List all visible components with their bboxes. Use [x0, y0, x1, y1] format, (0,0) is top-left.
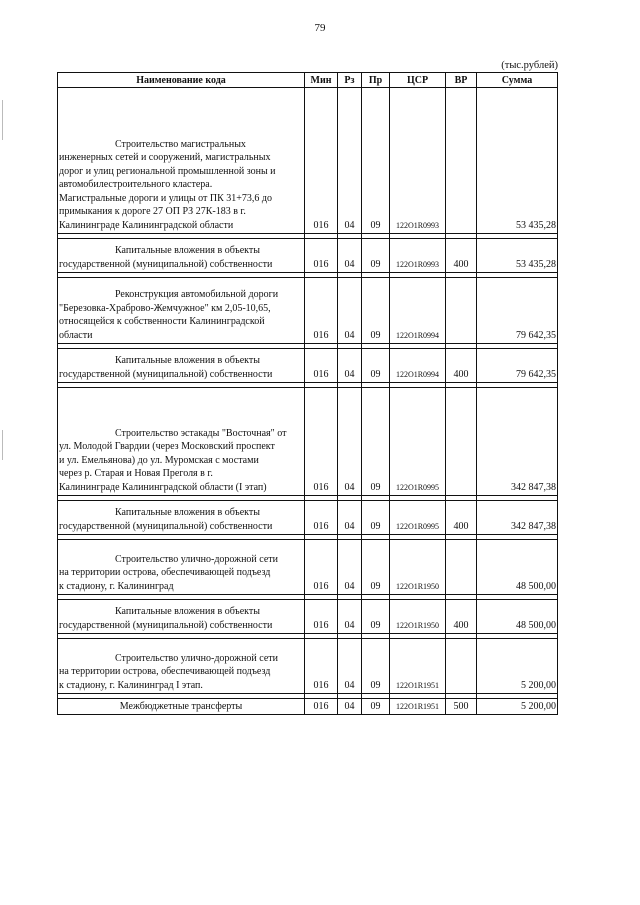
- table-row: [58, 388, 558, 496]
- row-sum-cell: 342 847,38: [477, 388, 558, 496]
- header-rz: Рз: [338, 73, 362, 88]
- row-min-cell: 016: [305, 388, 338, 496]
- row-sum-cell: 342 847,38: [477, 501, 558, 535]
- row-name-cell: [58, 88, 305, 234]
- row-pr-cell: 09: [362, 278, 390, 344]
- row-min-cell: 016: [305, 349, 338, 383]
- row-name-line: Строительство магистральных: [115, 138, 246, 150]
- row-csr-cell: 122O1R0995: [390, 501, 446, 535]
- page-number: 79: [314, 22, 326, 34]
- row-sum-cell: 53 435,28: [477, 239, 558, 273]
- row-pr-cell: 09: [362, 239, 390, 273]
- row-rz-cell: 04: [338, 699, 362, 715]
- row-name-cell: [58, 239, 305, 273]
- row-vr-cell: 400: [446, 501, 477, 535]
- table-row: [58, 239, 558, 273]
- row-name-cell: [58, 501, 305, 535]
- table-row: [58, 639, 558, 694]
- row-vr-cell: [446, 388, 477, 496]
- table-body: [58, 88, 558, 715]
- table-row: [58, 540, 558, 595]
- row-pr-cell: 09: [362, 699, 390, 715]
- row-vr-cell: [446, 88, 477, 234]
- row-sum-cell: 5 200,00: [477, 639, 558, 694]
- row-name-line: Калининграде Калининградской области: [59, 219, 234, 231]
- row-name-line: государственной (муниципальной) собственности: [59, 368, 273, 380]
- row-rz-cell: 04: [338, 639, 362, 694]
- row-name-line: относящейся к собственности Калининградской: [59, 316, 265, 327]
- row-name-line: области: [59, 329, 93, 341]
- row-name-line: Капитальные вложения в объекты: [115, 245, 260, 256]
- row-name-line: к стадиону, г. Калининград: [59, 580, 174, 592]
- row-csr-cell: 122O1R1950: [390, 540, 446, 595]
- row-vr-cell: [446, 278, 477, 344]
- row-sum-cell: 48 500,00: [477, 600, 558, 634]
- scan-margin-mark: [2, 430, 3, 460]
- row-sum-cell: 53 435,28: [477, 88, 558, 234]
- row-csr-cell: 122O1R0994: [390, 349, 446, 383]
- header-csr: ЦСР: [390, 73, 446, 88]
- row-name-line: государственной (муниципальной) собственности: [59, 520, 273, 532]
- row-rz-cell: 04: [338, 540, 362, 595]
- scan-margin-mark: [2, 100, 3, 140]
- row-min-cell: 016: [305, 88, 338, 234]
- row-csr-cell: 122O1R0994: [390, 278, 446, 344]
- row-rz-cell: 04: [338, 501, 362, 535]
- row-sum-cell: 5 200,00: [477, 699, 558, 715]
- row-name-line: на территории острова, обеспечивающей подъезд: [59, 567, 271, 578]
- row-name-line: Калининграде Калининградской области (I этап): [59, 481, 267, 493]
- row-name-line: на территории острова, обеспечивающей подъезд: [59, 666, 271, 677]
- row-pr-cell: 09: [362, 639, 390, 694]
- row-min-cell: 016: [305, 600, 338, 634]
- row-name-line: Реконструкция автомобильной дороги: [115, 289, 279, 300]
- row-min-cell: 016: [305, 540, 338, 595]
- row-name-line: Капитальные вложения в объекты: [115, 606, 260, 617]
- row-name-line: государственной (муниципальной) собственности: [59, 619, 273, 631]
- row-name-cell: [58, 278, 305, 344]
- table-row: [58, 278, 558, 344]
- header-pr: Пр: [362, 73, 390, 88]
- row-name-line: Магистральные дороги и улицы от ПК 31+73,6 до: [59, 192, 273, 204]
- row-sum-cell: 48 500,00: [477, 540, 558, 595]
- row-rz-cell: 04: [338, 88, 362, 234]
- row-name-line: Капитальные вложения в объекты: [115, 355, 260, 366]
- row-name-line: "Березовка-Храброво-Жемчужное" км 2,05-10,65,: [59, 302, 271, 314]
- header-min: Мин: [305, 73, 338, 88]
- row-name-line: примыкания к дороге 27 ОП РЗ 27К-183 в г.: [59, 206, 246, 217]
- table-row: [58, 88, 558, 234]
- row-name-line: государственной (муниципальной) собственности: [59, 258, 273, 270]
- row-sum-cell: 79 642,35: [477, 278, 558, 344]
- row-name-line: дорог и улиц региональной промышленной зоны и: [59, 165, 276, 177]
- row-name-line: к стадиону, г. Калининград I этап.: [59, 679, 203, 691]
- row-csr-cell: 122O1R1950: [390, 600, 446, 634]
- row-vr-cell: [446, 540, 477, 595]
- row-min-cell: 016: [305, 278, 338, 344]
- row-rz-cell: 04: [338, 600, 362, 634]
- row-rz-cell: 04: [338, 239, 362, 273]
- row-rz-cell: 04: [338, 278, 362, 344]
- row-pr-cell: 09: [362, 88, 390, 234]
- row-name-line: инженерных сетей и сооружений, магистральных: [59, 152, 271, 163]
- row-name-line: Межбюджетные трансферты: [119, 700, 243, 712]
- row-pr-cell: 09: [362, 501, 390, 535]
- header-sum: Сумма: [477, 73, 558, 88]
- row-name-cell: [58, 540, 305, 595]
- row-name-cell: [58, 349, 305, 383]
- budget-table: [57, 72, 558, 715]
- row-name-line: Строительство улично-дорожной сети: [115, 652, 278, 664]
- row-name-cell: [58, 639, 305, 694]
- row-csr-cell: 122O1R1951: [390, 699, 446, 715]
- row-vr-cell: 400: [446, 239, 477, 273]
- row-vr-cell: 400: [446, 349, 477, 383]
- row-rz-cell: 04: [338, 388, 362, 496]
- row-pr-cell: 09: [362, 388, 390, 496]
- units-label: (тыс.рублей): [501, 60, 558, 71]
- row-name-line: через р. Старая и Новая Преголя в г.: [59, 468, 213, 479]
- row-vr-cell: 500: [446, 699, 477, 715]
- row-sum-cell: 79 642,35: [477, 349, 558, 383]
- table-row: [58, 349, 558, 383]
- row-csr-cell: 122O1R0993: [390, 239, 446, 273]
- row-name-cell: [58, 699, 305, 715]
- row-name-line: ул. Молодой Гвардии (через Московский проспект: [59, 441, 275, 452]
- row-csr-cell: 122O1R0995: [390, 388, 446, 496]
- row-csr-cell: 122O1R1951: [390, 639, 446, 694]
- row-name-line: Капитальные вложения в объекты: [115, 507, 260, 518]
- row-min-cell: 016: [305, 639, 338, 694]
- row-pr-cell: 09: [362, 540, 390, 595]
- header-name: Наименование кода: [58, 73, 305, 88]
- table-row: [58, 501, 558, 535]
- row-pr-cell: 09: [362, 349, 390, 383]
- row-min-cell: 016: [305, 501, 338, 535]
- row-name-line: и ул. Емельянова) до ул. Муромская с мостами: [59, 454, 259, 466]
- row-vr-cell: [446, 639, 477, 694]
- header-vr: ВР: [446, 73, 477, 88]
- row-min-cell: 016: [305, 239, 338, 273]
- row-name-line: Строительство эстакады "Восточная" от: [115, 427, 287, 439]
- table-header-row: [58, 73, 558, 88]
- row-vr-cell: 400: [446, 600, 477, 634]
- row-pr-cell: 09: [362, 600, 390, 634]
- row-rz-cell: 04: [338, 349, 362, 383]
- row-min-cell: 016: [305, 699, 338, 715]
- row-name-cell: [58, 600, 305, 634]
- row-name-cell: [58, 388, 305, 496]
- table-row: [58, 600, 558, 634]
- row-name-line: Строительство улично-дорожной сети: [115, 553, 278, 565]
- row-csr-cell: 122O1R0993: [390, 88, 446, 234]
- row-name-line: автомобилестроительного кластера.: [59, 179, 213, 190]
- table-row: [58, 699, 558, 715]
